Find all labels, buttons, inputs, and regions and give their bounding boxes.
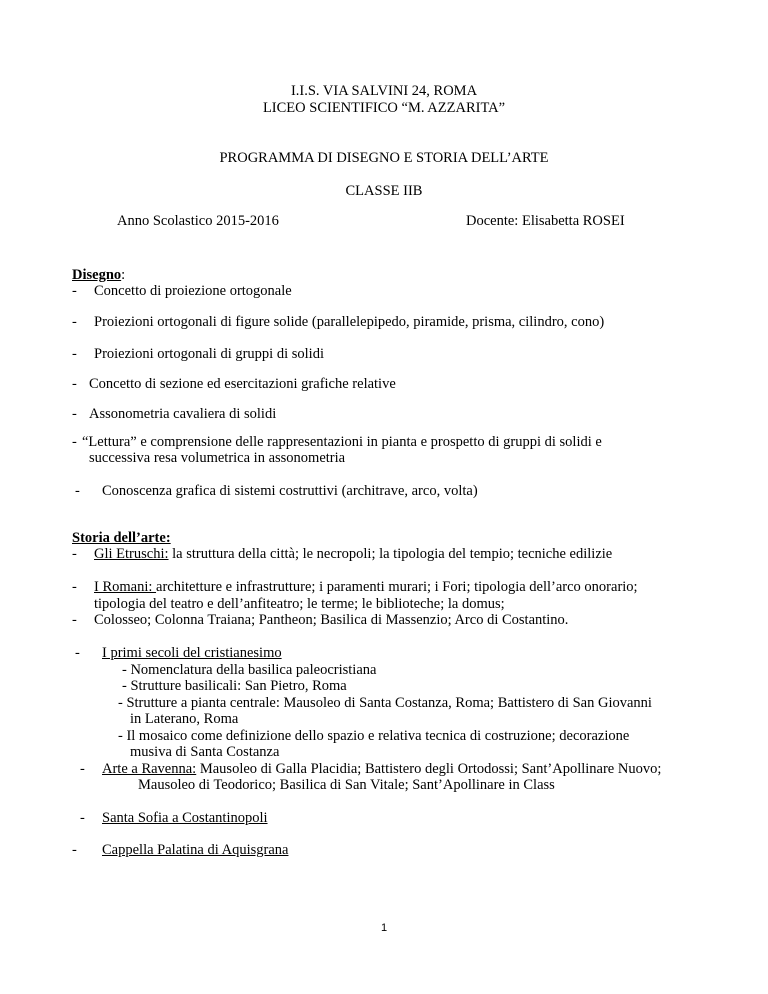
- bullet-dash: -: [80, 810, 85, 826]
- school-year: Anno Scolastico 2015-2016: [117, 213, 279, 229]
- list-item-santa-sofia: Santa Sofia a Costantinopoli: [102, 810, 268, 826]
- disegno-heading: Disegno:: [72, 267, 126, 283]
- teacher-name: Docente: Elisabetta ROSEI: [466, 213, 625, 229]
- bullet-dash: -: [72, 579, 77, 595]
- list-item-etruschi: Gli Etruschi: la struttura della città; le necropoli; la tipologia del tempio; tecniche edilizie: [94, 546, 613, 562]
- list-item: “Lettura” e comprensione delle rappresentazioni in pianta e prospetto di gruppi di solidi e: [82, 434, 602, 450]
- sub-list-item: - Strutture basilicali: San Pietro, Roma: [122, 678, 347, 694]
- school-name: I.I.S. VIA SALVINI 24, ROMA: [290, 83, 478, 99]
- bullet-dash: -: [72, 346, 77, 362]
- bullet-dash: -: [72, 283, 77, 299]
- bullet-dash: -: [80, 761, 85, 777]
- list-item: Conoscenza grafica di sistemi costruttivi (architrave, arco, volta): [102, 483, 478, 499]
- bullet-dash: -: [72, 376, 77, 392]
- list-item: Concetto di proiezione ortogonale: [94, 283, 292, 299]
- sub-list-item-continuation: in Laterano, Roma: [130, 711, 239, 727]
- storia-heading: Storia dell’arte:: [72, 530, 171, 546]
- class-label: CLASSE IIB: [345, 183, 423, 199]
- list-item-continuation: successiva resa volumetrica in assonometria: [89, 450, 346, 466]
- list-item-cristianesimo: I primi secoli del cristianesimo: [102, 645, 282, 661]
- list-item: Assonometria cavaliera di solidi: [89, 406, 277, 422]
- list-item-continuation: tipologia del teatro e dell’anfiteatro; le terme; le biblioteche; la domus;: [94, 596, 505, 612]
- sub-list-item: - Strutture a pianta centrale: Mausoleo di Santa Costanza, Roma; Battistero di San Giovanni: [118, 695, 652, 711]
- sub-list-item: - Nomenclatura della basilica paleocristiana: [122, 662, 377, 678]
- document-title: PROGRAMMA DI DISEGNO E STORIA DELL’ARTE: [219, 150, 549, 166]
- bullet-dash: -: [72, 406, 77, 422]
- list-item-ravenna: Arte a Ravenna: Mausoleo di Galla Placidia; Battistero degli Ortodossi; Sant’Apollinare Nuovo;: [102, 761, 662, 777]
- page-number: 1: [380, 922, 388, 934]
- list-item: Proiezioni ortogonali di figure solide (parallelepipedo, piramide, prisma, cilindro, cono): [94, 314, 605, 330]
- bullet-dash: -: [72, 612, 77, 628]
- bullet-dash: -: [72, 842, 77, 858]
- bullet-dash: -: [75, 645, 80, 661]
- list-item-continuation: Mausoleo di Teodorico; Basilica di San Vitale; Sant’Apollinare in Class: [138, 777, 555, 793]
- bullet-dash: -: [75, 483, 80, 499]
- bullet-dash: -: [72, 546, 77, 562]
- sub-list-item-continuation: musiva di Santa Costanza: [130, 744, 280, 760]
- sub-list-item: - Il mosaico come definizione dello spazio e relativa tecnica di costruzione; decorazione: [118, 728, 630, 744]
- school-subtitle: LICEO SCIENTIFICO “M. AZZARITA”: [262, 100, 506, 116]
- bullet-dash: -: [72, 434, 77, 450]
- list-item-cappella: Cappella Palatina di Aquisgrana: [102, 842, 289, 858]
- list-item: Concetto di sezione ed esercitazioni grafiche relative: [89, 376, 396, 392]
- list-item: Colosseo; Colonna Traiana; Pantheon; Basilica di Massenzio; Arco di Costantino.: [94, 612, 569, 628]
- list-item-romani: I Romani: architetture e infrastrutture; i paramenti murari; i Fori; tipologia dell’arco onorario;: [94, 579, 638, 595]
- list-item: Proiezioni ortogonali di gruppi di solidi: [94, 346, 324, 362]
- bullet-dash: -: [72, 314, 77, 330]
